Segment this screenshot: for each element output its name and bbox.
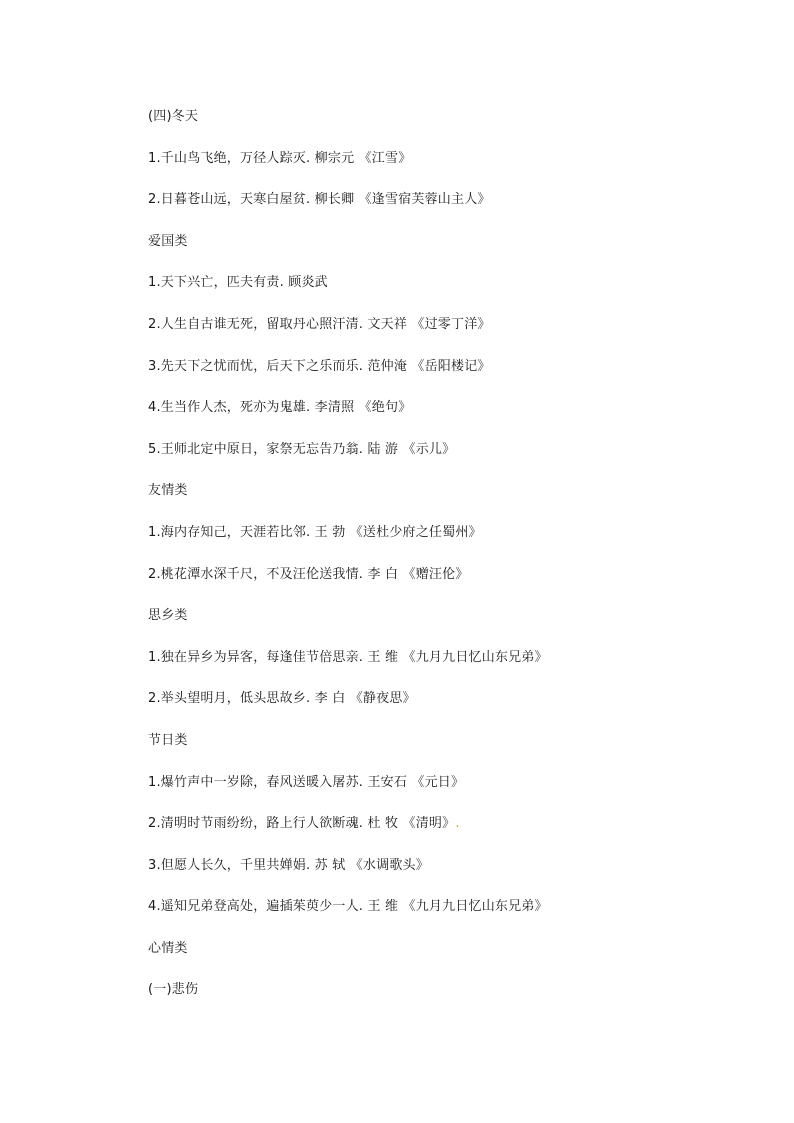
line-homesick-2 — [148, 689, 748, 731]
line-festival-1 — [148, 773, 748, 815]
line-text: 4.遥知兄弟登高处，遍插茱萸少一人. 王 维 《九月九日忆山东兄弟》 — [148, 899, 548, 915]
line-text: (一)悲伤 — [148, 982, 199, 998]
line-text: 1.独在异乡为异客，每逢佳节倍思亲. 王 维 《九月九日忆山东兄弟》 — [148, 649, 548, 665]
line-friendship-1 — [148, 523, 748, 565]
line-text: 1.爆竹声中一岁除，春风送暖入屠苏. 王安石 《元日》 — [148, 774, 465, 790]
line-winter-heading — [148, 107, 748, 149]
line-text: 2.人生自古谁无死，留取丹心照汗清. 文天祥 《过零丁洋》 — [148, 316, 491, 332]
line-winter-1 — [148, 149, 748, 191]
line-patriotic-4 — [148, 398, 748, 440]
line-text: 2.桃花潭水深千尺，不及汪伦送我情. 李 白 《赠汪伦》 — [148, 566, 469, 582]
line-patriotic-5 — [148, 440, 748, 482]
line-text: 友情类 — [148, 483, 188, 499]
line-text: 2.日暮苍山远，天寒白屋贫. 柳长卿 《逢雪宿芙蓉山主人》 — [148, 192, 491, 208]
line-text: 1.天下兴亡，匹夫有责. 顾炎武 — [148, 275, 328, 291]
line-homesick-1 — [148, 648, 748, 690]
line-text: 4.生当作人杰，死亦为鬼雄. 李清照 《绝句》 — [148, 400, 412, 416]
line-text: 3.但愿人长久，千里共婵娟. 苏 轼 《水调歌头》 — [148, 857, 429, 873]
line-festival-2 — [148, 814, 748, 856]
line-festival-4 — [148, 897, 748, 939]
line-text: 心情类 — [148, 940, 188, 956]
line-text: (四)冬天 — [148, 109, 199, 124]
line-patriotic-3 — [148, 357, 748, 399]
line-mood-heading — [148, 939, 748, 981]
line-text: 1.海内存知己，天涯若比邻. 王 勃 《送杜少府之任蜀州》 — [148, 524, 482, 540]
line-homesick-heading — [148, 606, 748, 648]
line-patriotic-1 — [148, 273, 748, 315]
line-text: 节日类 — [148, 732, 188, 748]
line-festival-heading — [148, 731, 748, 773]
line-text: 2.举头望明月，低头思故乡. 李 白 《静夜思》 — [148, 691, 416, 707]
line-text: 3.先天下之忧而忧，后天下之乐而乐. 范仲淹 《岳阳楼记》 — [148, 358, 491, 374]
line-text: 5.王师北定中原日，家祭无忘告乃翁. 陆 游 《示儿》 — [148, 441, 456, 457]
line-text: 1.千山鸟飞绝，万径人踪灭. 柳宗元 《江雪》 — [148, 150, 412, 166]
line-patriotic-heading — [148, 232, 748, 274]
text-lines — [148, 107, 748, 1022]
line-text: 2.清明时节雨纷纷，路上行人欲断魂. 杜 牧 《清明》 — [148, 816, 456, 832]
line-festival-3 — [148, 856, 748, 898]
line-friendship-2 — [148, 565, 748, 607]
highlight-mark: . — [455, 816, 460, 832]
line-patriotic-2 — [148, 315, 748, 357]
line-text: 思乡类 — [148, 608, 188, 624]
line-text: 爱国类 — [148, 233, 188, 249]
line-friendship-heading — [148, 481, 748, 523]
line-winter-2 — [148, 190, 748, 232]
line-sadness-heading — [148, 980, 748, 1022]
